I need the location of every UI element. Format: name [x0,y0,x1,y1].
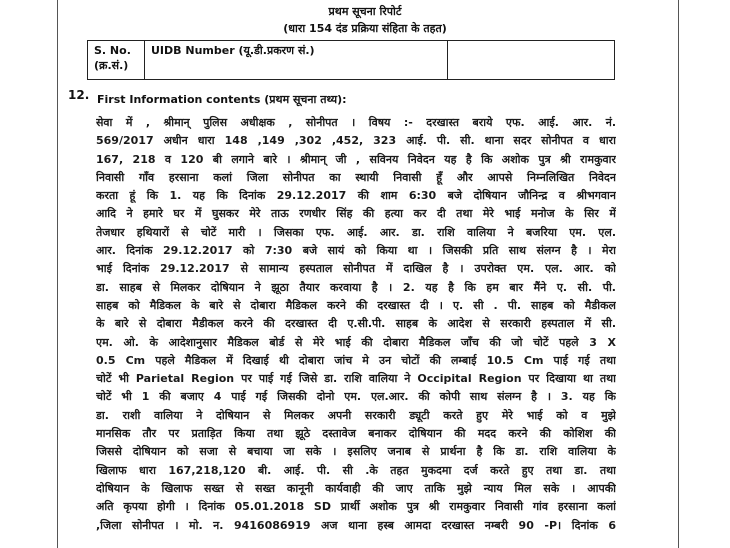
fir-content [96,114,616,535]
content-line: चोटें भी Parietal Region पर पाई गई जिसे डा. राशि वालिया ने Occipital Region पर दिखाया था तथा [96,372,616,386]
content-line: जिससे दोषियान को सजा से बचाया जा सके । इसलिए जनाब से प्रार्थना है कि डा. राशि वालिया के [96,445,616,459]
content-line: सेवा में , श्रीमान् पुलिस अधीक्षक , सोनीपत । विषय :- दरखास्त बराये एफ. आई. आर. नं. [96,116,616,129]
content-line: मानसिक तौर पर प्रताड़ित किया तथा झूठे दस्तावेज बनाकर दोषियान की मदद करने की कोशिश की [96,427,616,441]
uidb-label: UIDB Number (यू.डी.प्रकरण सं.) [151,44,315,57]
content-line: आदि ने हमारे घर में घुसकर मेरे ताऊ रणधीर सिंह की हत्या कर दी तथा मेरे भाई मनोज के सिर में [96,207,616,221]
content-line: अति कृपया होगी । दिनांक 05.01.2018 SD प्रार्थी अशोक पुत्र श्री रामकुवार निवासी गांव हरसाना कलां [96,500,616,514]
content-line: खिलाफ धारा 167,218,120 बी. आई. पी. सी .के तहत मुकदमा दर्ज करते हुए तथा डा. तथा [96,463,616,477]
content-line: चोटें भी 1 की बजाए 4 पाई गई जिसकी दोनो एम. एल.आर. की कोपी साथ संलग्न है । 3. यह कि [96,390,616,404]
content-line: साहब को मैडिकल के बारे से दोबारा मैडिकल करने की दरखास्त दी । ए. सी . पी. साहब को मैडीकल [96,298,616,312]
content-line: ,जिला सोनीपत । मो. न. 9416086919 अज थाना हस्ब आमदा दरखास्त नम्बरी 90 -P। दिनांक 6 [96,518,616,532]
sno-label-hindi: (क्र.सं.) [94,59,129,72]
content-line: डा. राशी वालिया ने दोषियान से मिलकर अपनी सरकारी ड्यूटी करते हुए मेरे भाई को व मुझे [96,408,616,422]
content-line: तेजधार हथियारों से चोटें मारी । जिसका एफ. आई. आर. डा. राशि वालिया ने बजरिया एम. एल. [96,225,616,239]
content-line: निवासी गाँव हरसाना कलां जिला सोनीपत का स्थायी निवासी हूँ और आपसे निम्नलिखित निवेदन [96,170,616,184]
report-title: प्रथम सूचना रिपोर्ट [328,5,402,18]
content-line: भाई दिनांक 29.12.2017 से सामान्य हस्पताल सोनीपत में दाखिल है । उपरोक्त एम. एल. आर. को [96,262,616,276]
report-subtitle: (धारा 154 दंड प्रक्रिया संहिता के तहत) [283,22,447,35]
content-line: आर. दिनांक 29.12.2017 को 7:30 बजे सायं को किया था । जिसकी प्रति साथ संलग्न है । मेरा [96,244,616,258]
section-number: 12. [68,88,90,102]
content-line: 569/2017 अधीन धारा 148 ,149 ,302 ,452, 323 आई. पी. सी. थाना सदर सोनीपत व धारा [96,134,616,148]
content-line: 167, 218 व 120 बी लगाने बारे । श्रीमान् जी , सविनय निवेदन यह है कि अशोक पुत्र श्री रामकुवार [96,152,616,166]
content-line: 0.5 Cm पहले मैडिकल में दिखाई थी दोबारा जांच मे उन चोटों की लम्बाई 10.5 Cm पाई गई तथा [96,353,616,367]
content-line: दोषियान के खिलाफ सख्त से सख्त कानूनी कार्यवाही की जाए ताकि मुझे न्याय मिल सके । आपकी [96,481,616,495]
sno-cell [88,41,145,80]
sno-label: S. No. [94,44,131,57]
uidb-value-cell [448,41,615,80]
content-line: डा. साहब से मिलकर दोषियान ने झूठा तैयार करवाया है । 2. यह है कि हम बार मैंने ए. सी. पी. [96,280,616,294]
content-line: के बारे से दोबारा मैडीकल करने की दरखास्त दी ए.सी.पी. साहब के आदेश से सरकारी हस्पताल में सी. [96,317,616,331]
content-line: करता हूं कि 1. यह कि दिनांक 29.12.2017 की शाम 6:30 बजे दोषियान जौनिन्द्र व श्रीभगवान [96,189,616,203]
uidb-label-cell [145,41,448,80]
sno-table [87,40,615,80]
content-line: एम. ओ. के आदेशानुसार मैडिकल बोर्ड से मेरे भाई की दोबारा मैडिकल जाँच की जो चोटें पहले 3 X [96,335,616,349]
section-heading: First Information contents (प्रथम सूचना तथ्य): [97,93,347,106]
